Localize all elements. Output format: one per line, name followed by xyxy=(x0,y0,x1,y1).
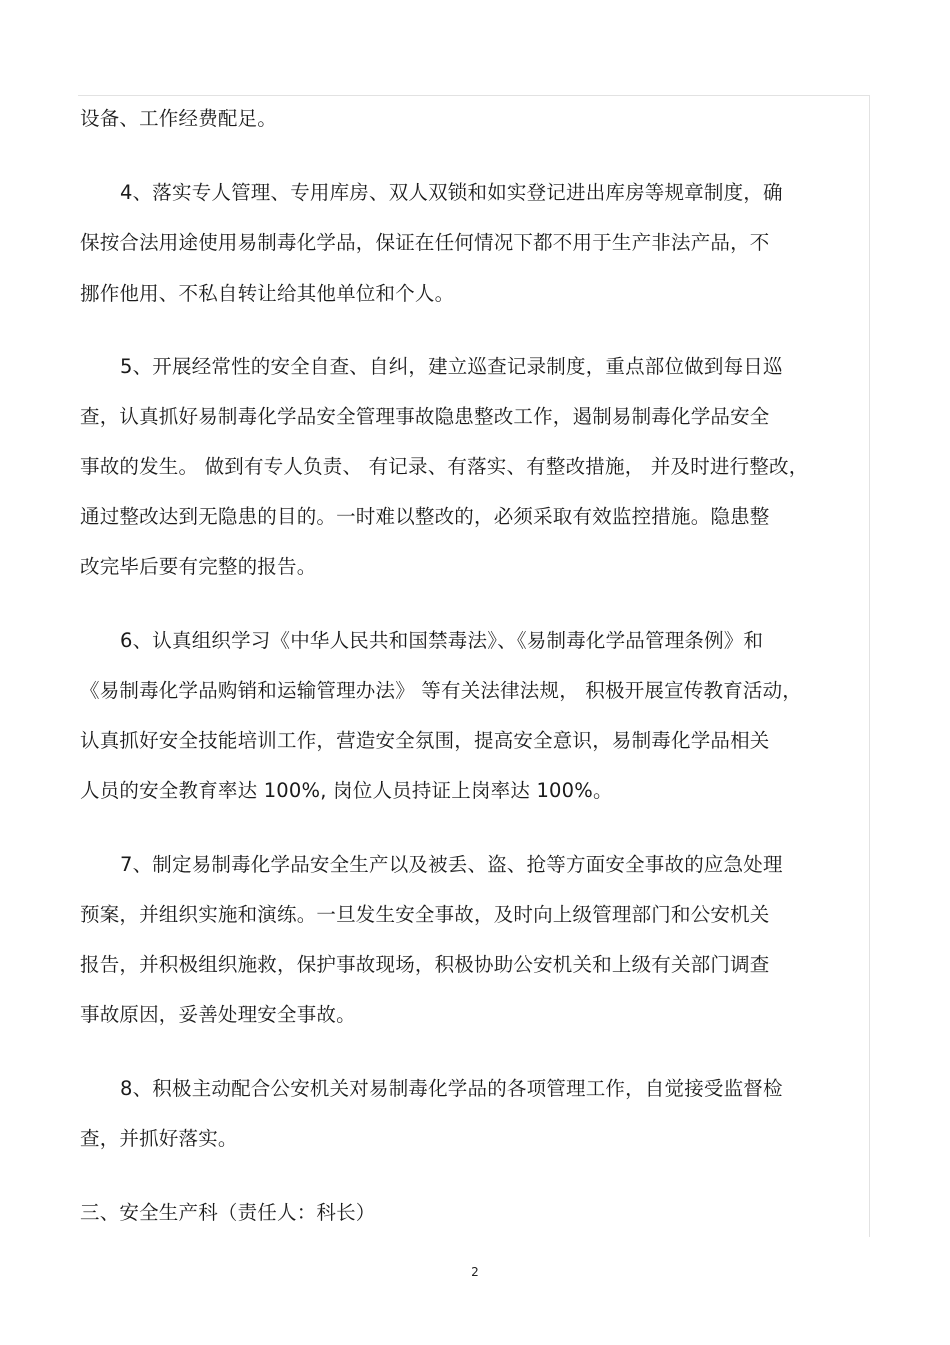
page-number: 2 xyxy=(471,1265,479,1279)
section-heading: 三、安全生产科（责任人：科长） xyxy=(80,1201,376,1224)
paragraph-7-line-2: 预案，并组织实施和演练。一旦发生安全事故，及时向上级管理部门和公安机关 xyxy=(80,903,770,926)
paragraph-6-line-4: 人员的安全教育率达 100%, 岗位人员持证上岗率达 100%。 xyxy=(80,779,613,802)
paragraph-5-line-2: 查，认真抓好易制毒化学品安全管理事故隐患整改工作，遏制易制毒化学品安全 xyxy=(80,405,770,428)
paragraph-6-line-1: 6、认真组织学习《中华人民共和国禁毒法》、《易制毒化学品管理条例》和 xyxy=(120,629,764,652)
paragraph-7-line-3: 报告，并积极组织施救，保护事故现场，积极协助公安机关和上级有关部门调查 xyxy=(80,953,770,976)
paragraph-4-line-1: 4、落实专人管理、专用库房、双人双锁和如实登记进出库房等规章制度，确 xyxy=(120,181,783,204)
paragraph-8-line-1: 8、积极主动配合公安机关对易制毒化学品的各项管理工作，自觉接受监督检 xyxy=(120,1077,783,1100)
paragraph-6-line-2: 《易制毒化学品购销和运输管理办法》 等有关法律法规， 积极开展宣传教育活动， xyxy=(80,679,802,702)
paragraph-5-line-5: 改完毕后要有完整的报告。 xyxy=(80,555,317,578)
paragraph-6-line-3: 认真抓好安全技能培训工作，营造安全氛围，提高安全意识，易制毒化学品相关 xyxy=(80,729,770,752)
text-line: 设备、工作经费配足。 xyxy=(80,107,278,130)
paragraph-5-line-4: 通过整改达到无隐患的目的。一时难以整改的，必须采取有效监控措施。隐患整 xyxy=(80,505,770,528)
paragraph-7-line-4: 事故原因，妥善处理安全事故。 xyxy=(80,1003,356,1026)
page-frame-right-border xyxy=(869,95,870,1237)
paragraph-4-line-2: 保按合法用途使用易制毒化学品，保证在任何情况下都不用于生产非法产品，不 xyxy=(80,231,770,254)
paragraph-5-line-1: 5、开展经常性的安全自查、自纠，建立巡查记录制度，重点部位做到每日巡 xyxy=(120,355,783,378)
paragraph-4-line-3: 挪作他用、不私自转让给其他单位和个人。 xyxy=(80,282,455,305)
paragraph-8-line-2: 查，并抓好落实。 xyxy=(80,1127,238,1150)
page-frame-top-border xyxy=(78,95,870,96)
paragraph-5-line-3: 事故的发生。 做到有专人负责、 有记录、有落实、有整改措施， 并及时进行整改， xyxy=(80,455,809,478)
paragraph-7-line-1: 7、制定易制毒化学品安全生产以及被丢、盗、抢等方面安全事故的应急处理 xyxy=(120,853,783,876)
